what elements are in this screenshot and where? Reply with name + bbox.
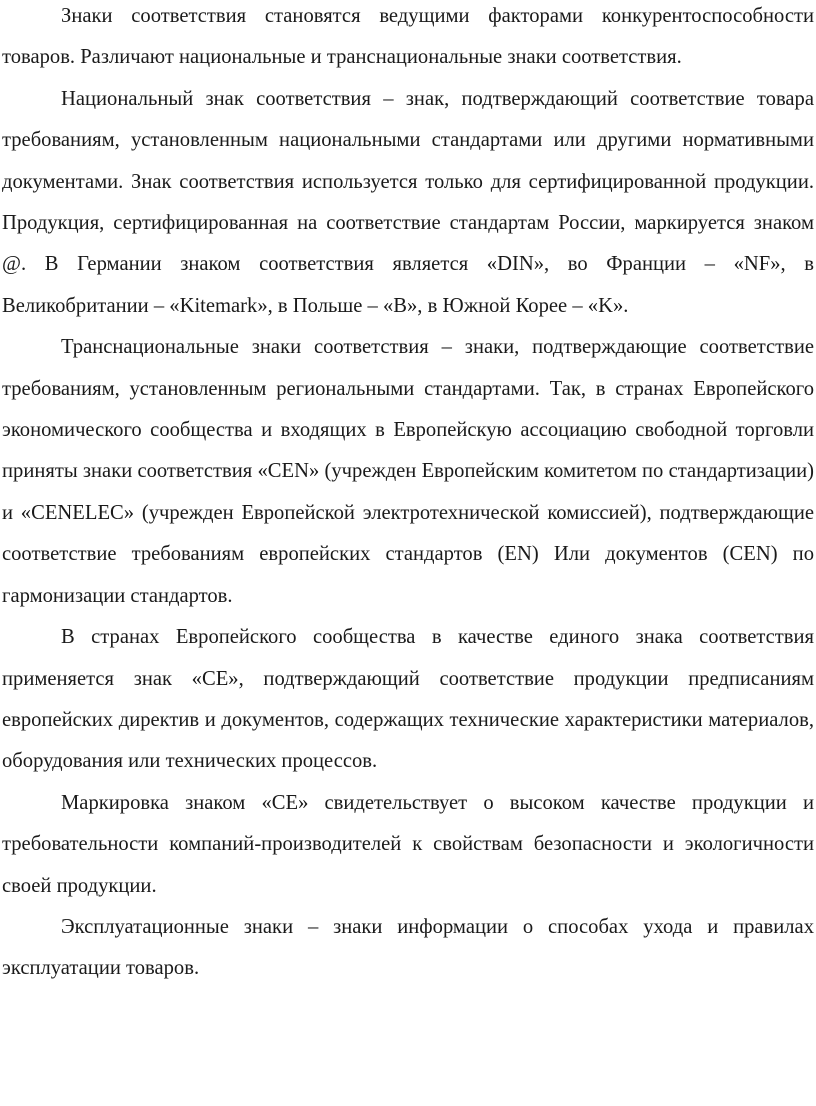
paragraph-transnational-marks: Транснациональные знаки соответствия – знаки, подтверждающие соответствие требованиям, установленным региональными стандартами. Так, в странах Европейского экономического сообщества и входящих в Европейскую ассоциацию свободной торговли приняты знаки соответствия «CEN» (учрежден Европейским комитетом по стандартизации) и «CENELEC» (учрежден Европейской электротехнической комиссией), подтверждающие соответствие требованиям европейских стандартов (EN) Или документов (CEN) по гармонизации стандартов. [2, 336, 814, 607]
paragraph-ce-mark: В странах Европейского сообщества в качестве единого знака соответствия применяется знак «CE», подтверждающий соответствие продукции предписаниям европейских директив и документов, содержащих технические характеристики материалов, оборудования или технических процессов. [2, 626, 814, 773]
paragraph-conformity-marks-intro: Знаки соответствия становятся ведущими факторами конкурентоспособности товаров. Различают национальные и транснациональные знаки соответствия. [2, 5, 814, 69]
paragraph-ce-marking-quality: Маркировка знаком «CE» свидетельствует о высоком качестве продукции и требовательности компаний-производителей к свойствам безопасности и экологичности своей продукции. [2, 791, 814, 897]
paragraph-operational-marks: Эксплуатационные знаки – знаки информации о способах ухода и правилах эксплуатации товаров. [2, 915, 814, 980]
paragraph-national-marks: Национальный знак соответствия – знак, подтверждающий соответствие товара требованиям, установленным национальными стандартами или другими нормативными документами. Знак соответствия используется только для сертифицированной продукции. Продукция, сертифицированная на соответствие стандартам России, маркируется знаком @. В Германии знаком соответствия является «DIN», во Франции – «NF», в Великобритании – «Kitemark», в Польше – «B», в Южной Корее – «K». [2, 87, 814, 317]
